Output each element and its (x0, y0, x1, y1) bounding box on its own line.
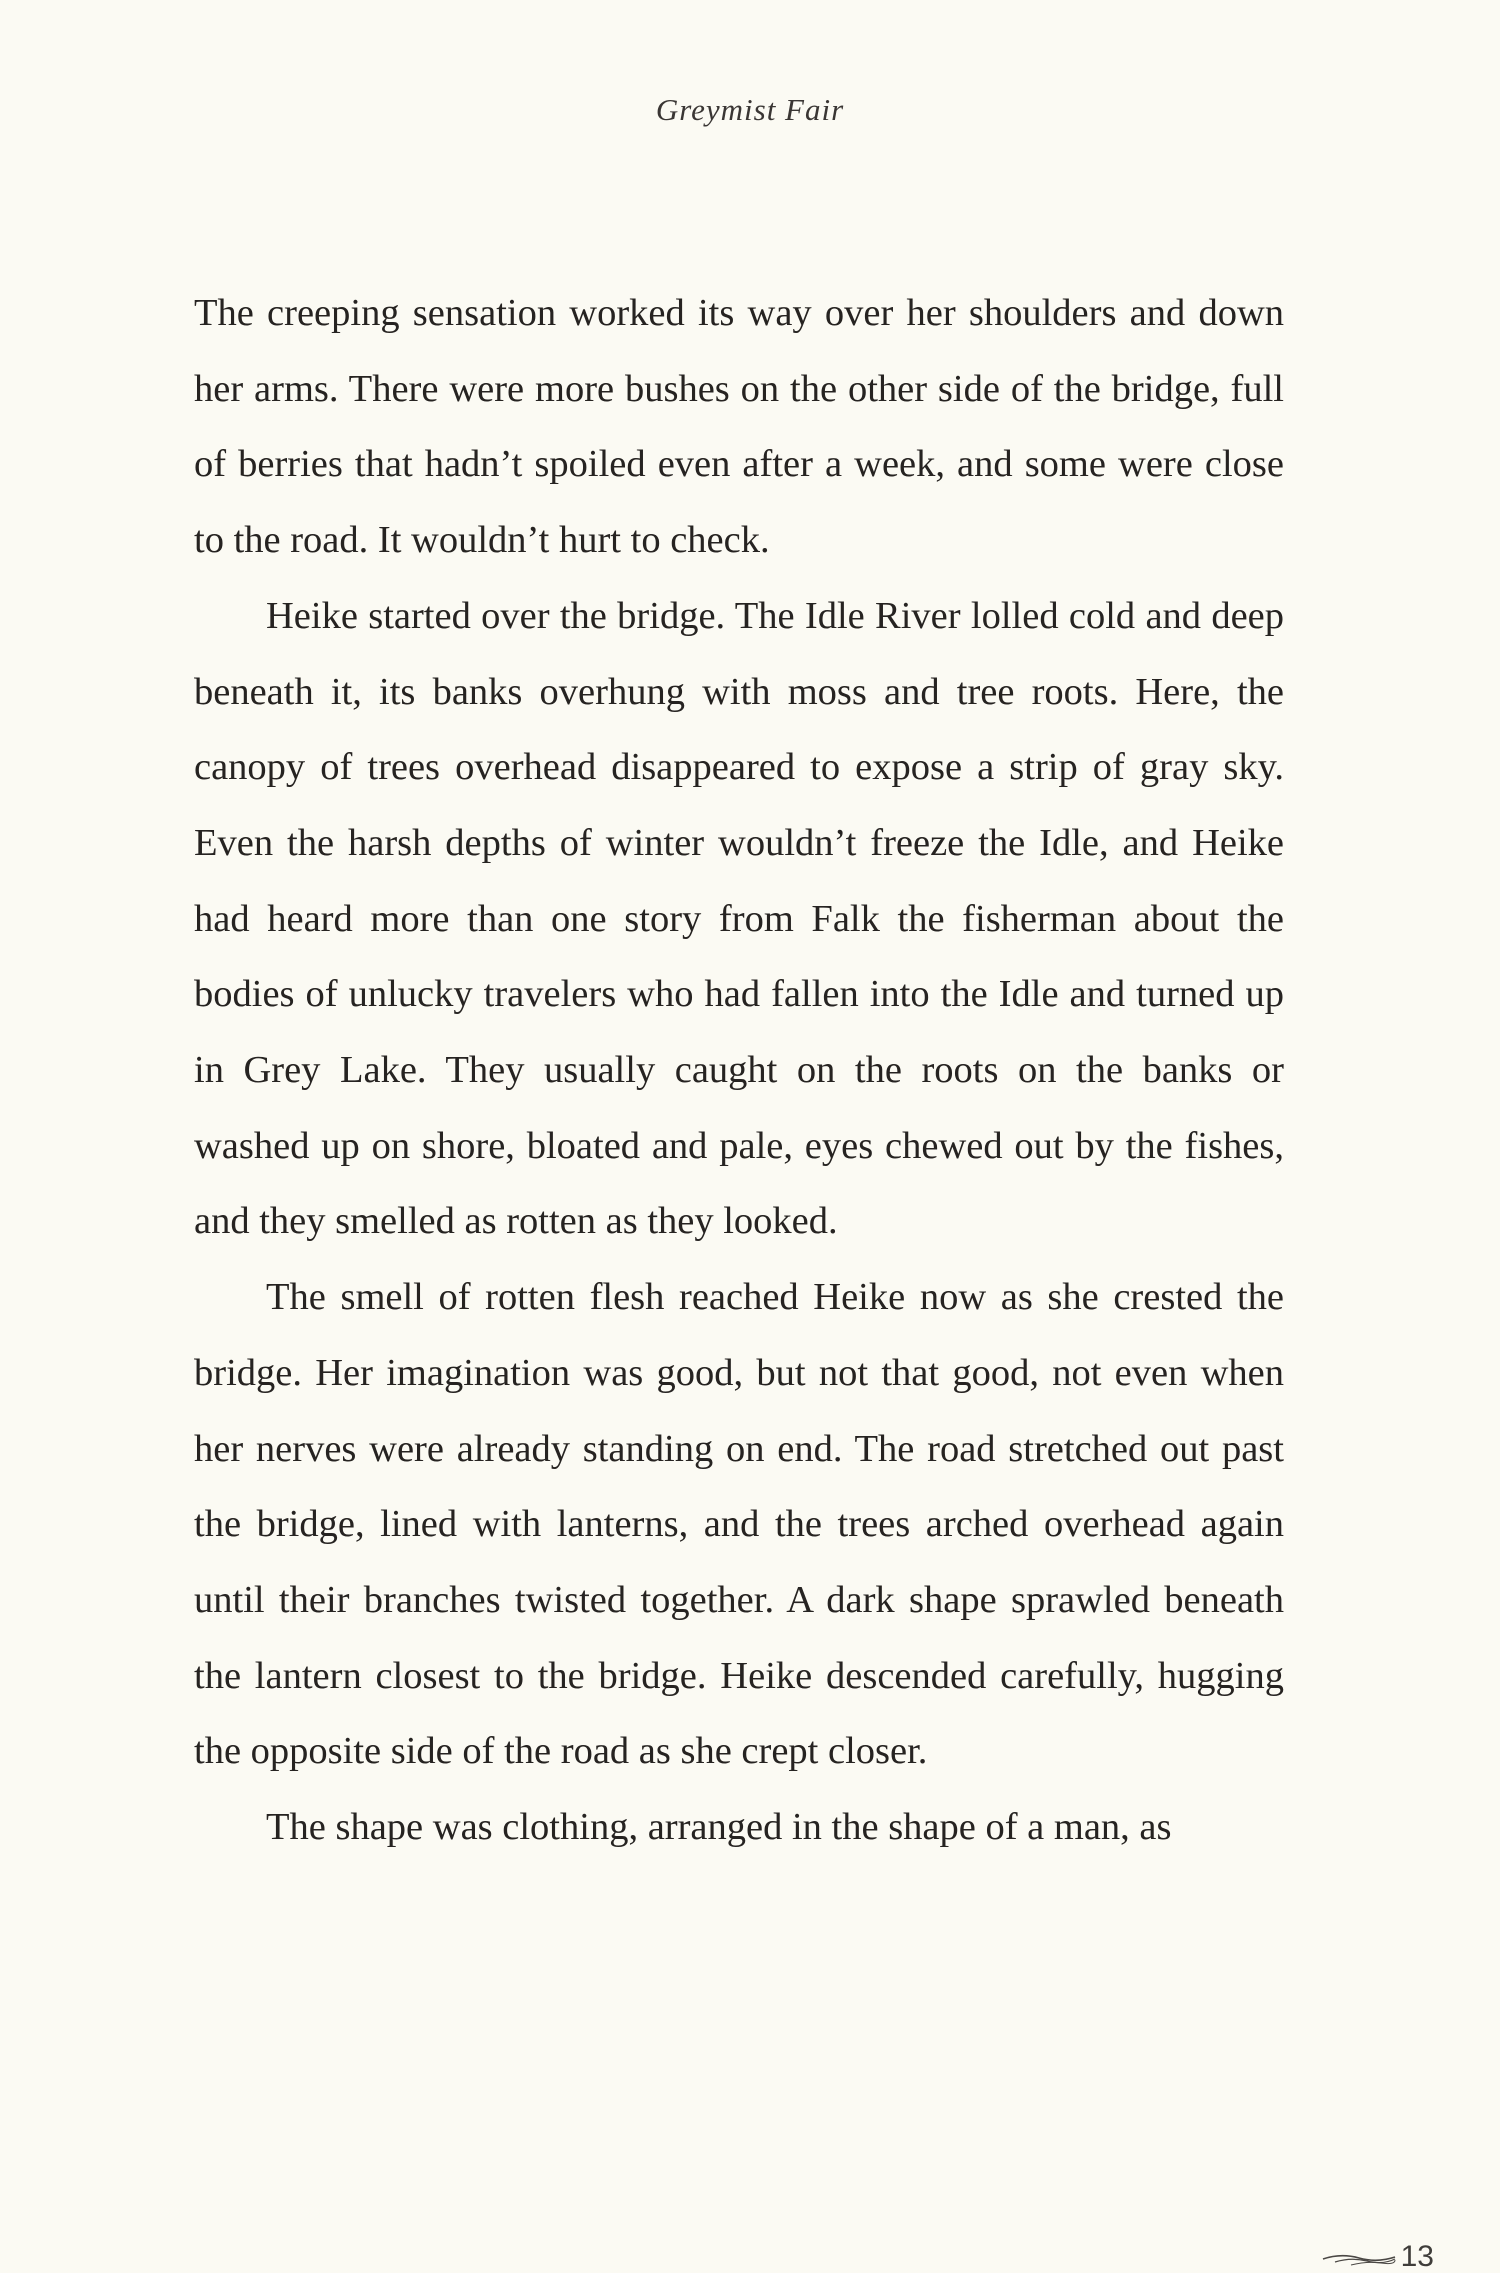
body-text (194, 276, 1284, 1866)
folio (1321, 2242, 1434, 2272)
paragraph: The creeping sensation worked its way over her shoulders and down her arms. There were more bushes on the other side of the bridge, full of berries that hadn’t spoiled even after a week, and some were close to the road. It wouldn’t hurt to check. (194, 292, 1284, 562)
running-title: Greymist Fair (655, 92, 845, 127)
paragraph: The smell of rotten flesh reached Heike now as she crested the bridge. Her imagination was good, but not that good, not even when her nerves were already standing on end. The road stretched out past the bridge, lined with lanterns, and the trees arched overhead again until their branches twisted together. A dark shape sprawled beneath the lantern closest to the bridge. Heike descended carefully, hugging the opposite side of the road as she crept closer. (194, 1276, 1284, 1773)
page-number: 13 (1400, 2240, 1434, 2273)
paragraph: The shape was clothing, arranged in the shape of a man, as (266, 1806, 1172, 1849)
wave-ornament-icon (1321, 2247, 1397, 2267)
paragraph: Heike started over the bridge. The Idle River lolled cold and deep beneath it, its banks overhung with moss and tree roots. Here, the canopy of trees overhead disappeared to expose a strip of gray sky. Even the harsh depths of winter wouldn’t freeze the Idle, and Heike had heard more than one story from Falk the fisherman about the bodies of unlucky travelers who had fallen into the Idle and turned up in Grey Lake. They usually caught on the roots on the banks or washed up on shore, bloated and pale, eyes chewed out by the fishes, and they smelled as rotten as they looked. (194, 594, 1284, 1243)
